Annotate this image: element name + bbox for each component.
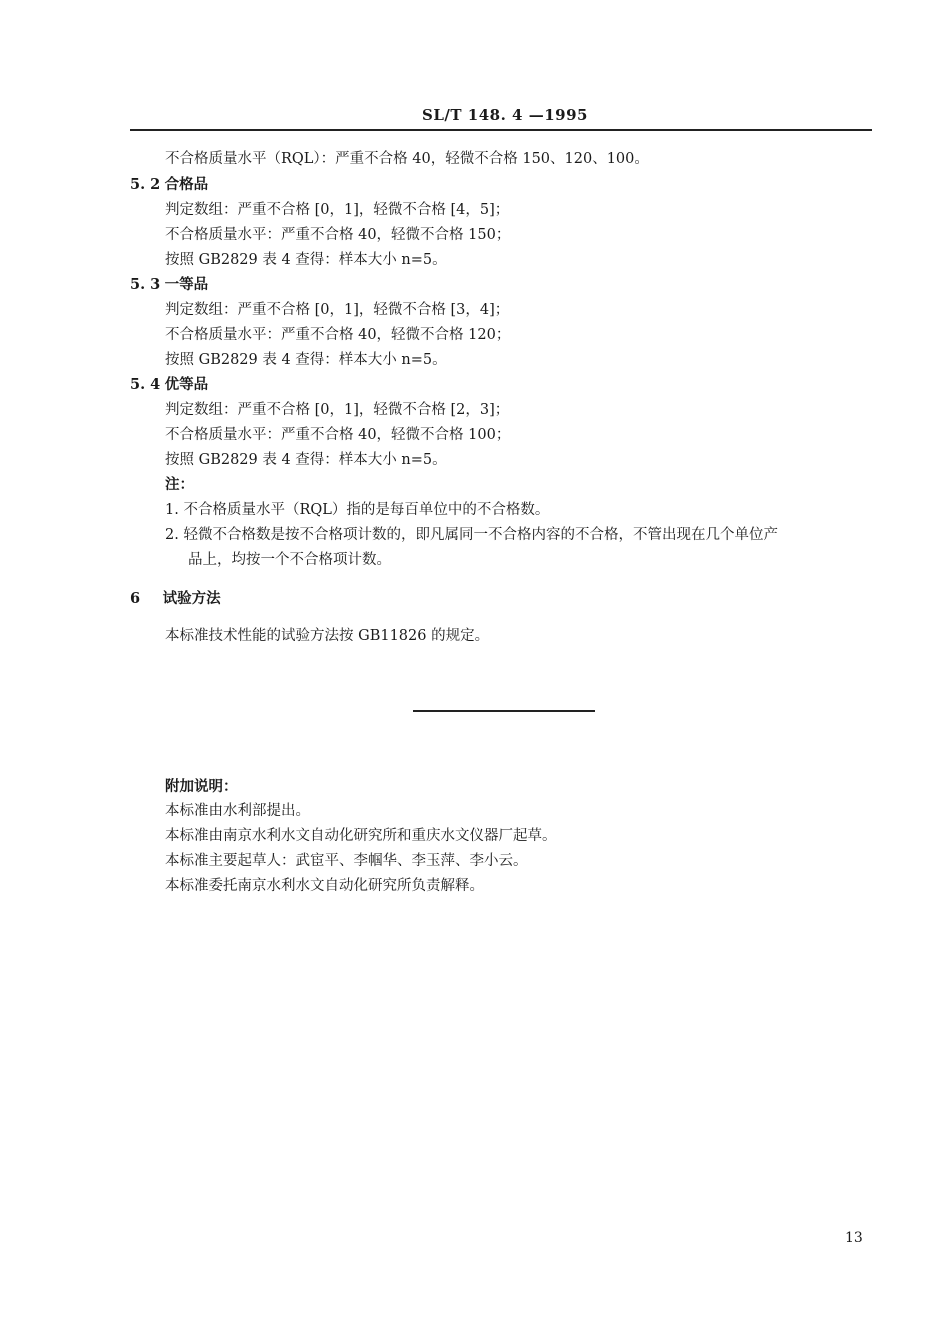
note-item-continuation: 品上，均按一个不合格项计数。 xyxy=(188,552,391,568)
page-number: 13 xyxy=(845,1230,863,1246)
section-6-heading xyxy=(130,590,221,608)
paragraph-line: 按照 GB2829 表 4 查得：样本大小 n=5。 xyxy=(165,452,447,468)
section-number: 5. 4 xyxy=(130,376,161,393)
paragraph-line: 判定数组：严重不合格 [0，1]，轻微不合格 [2，3]； xyxy=(165,402,510,418)
appendix-line: 本标准委托南京水利水文自动化研究所负责解释。 xyxy=(165,878,484,894)
paragraph-line: 不合格质量水平：严重不合格 40，轻微不合格 150； xyxy=(165,227,511,243)
section-5-4-heading xyxy=(130,376,208,394)
paragraph-line: 不合格质量水平：严重不合格 40，轻微不合格 100； xyxy=(165,427,511,443)
appendix-title: 附加说明： xyxy=(165,778,238,795)
appendix-line: 本标准由水利部提出。 xyxy=(165,803,310,819)
appendix-line: 本标准主要起草人：武宦平、李帼华、李玉萍、李小云。 xyxy=(165,853,528,869)
note-item: 2. 轻微不合格数是按不合格项计数的，即凡属同一不合格内容的不合格，不管出现在几个单位产 xyxy=(165,527,778,543)
paragraph-line: 判定数组：严重不合格 [0，1]，轻微不合格 [3，4]； xyxy=(165,302,510,318)
section-number: 6 xyxy=(130,590,141,607)
paragraph-line: 判定数组：严重不合格 [0，1]，轻微不合格 [4，5]； xyxy=(165,202,510,218)
paragraph-line: 按照 GB2829 表 4 查得：样本大小 n=5。 xyxy=(165,252,447,268)
section-number: 5. 2 xyxy=(130,176,161,193)
header-rule xyxy=(130,129,872,131)
paragraph-line: 不合格质量水平：严重不合格 40，轻微不合格 120； xyxy=(165,327,511,343)
section-6-body: 本标准技术性能的试验方法按 GB11826 的规定。 xyxy=(165,628,490,644)
intro-rql-line: 不合格质量水平（RQL）：严重不合格 40，轻微不合格 150、120、100。 xyxy=(165,151,649,167)
section-title: 优等品 xyxy=(164,376,209,393)
section-5-2-heading xyxy=(130,176,208,194)
paragraph-line: 按照 GB2829 表 4 查得：样本大小 n=5。 xyxy=(165,352,447,368)
section-title: 试验方法 xyxy=(162,590,221,607)
running-header: SL/T 148. 4 —1995 xyxy=(422,106,588,124)
section-5-3-heading xyxy=(130,276,208,294)
note-label: 注： xyxy=(165,476,194,493)
section-number: 5. 3 xyxy=(130,276,161,293)
end-rule xyxy=(413,710,595,712)
note-item: 1. 不合格质量水平（RQL）指的是每百单位中的不合格数。 xyxy=(165,502,550,518)
section-title: 一等品 xyxy=(164,276,209,293)
section-title: 合格品 xyxy=(164,176,209,193)
appendix-line: 本标准由南京水利水文自动化研究所和重庆水文仪器厂起草。 xyxy=(165,828,557,844)
